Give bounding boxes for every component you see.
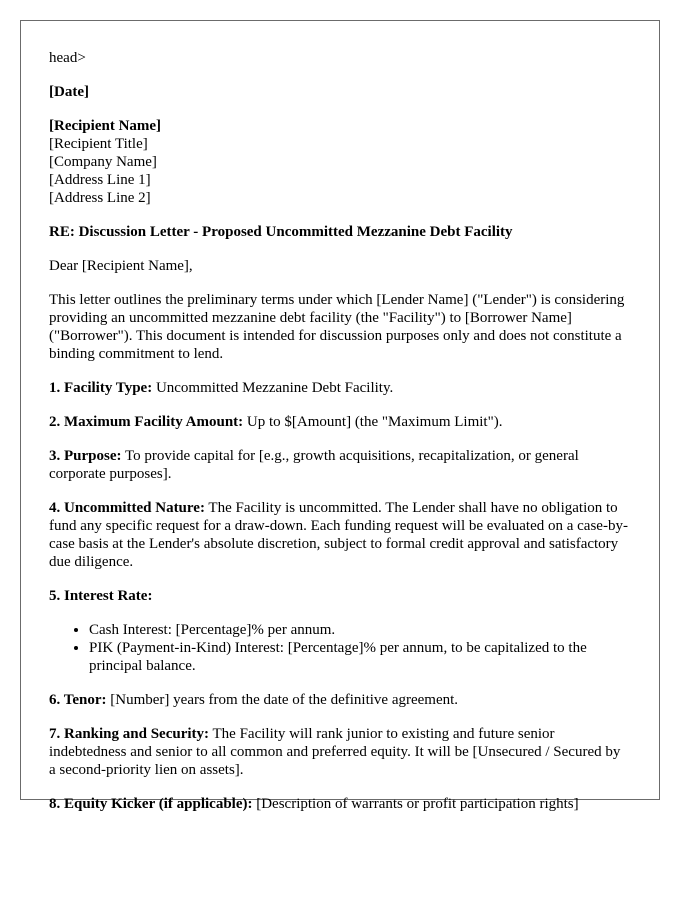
- section-heading: 3. Purpose:: [49, 448, 122, 464]
- section-text: The Facility is uncommitted. The Lender shall have no obligation to fund any specific request for a draw-down. Each funding request will be evaluated on a case-by-case basis at the Lender's absolute discretion, subject to formal credit approval and satisfactory due diligence.: [49, 500, 628, 570]
- interest-list: [49, 621, 629, 675]
- recipient-address-1: [Address Line 1]: [49, 172, 151, 188]
- date-line: [Date]: [49, 84, 89, 100]
- section-tenor: [49, 691, 629, 709]
- re-line: RE: Discussion Letter - Proposed Uncommitted Mezzanine Debt Facility: [49, 224, 513, 240]
- section-text: Up to $[Amount] (the "Maximum Limit").: [243, 414, 503, 430]
- section-heading: 1. Facility Type:: [49, 380, 153, 396]
- list-item: • Cash Interest: [Percentage]% per annum.: [89, 621, 629, 639]
- section-heading: 4. Uncommitted Nature:: [49, 500, 205, 516]
- section-heading: 8. Equity Kicker (if applicable):: [49, 796, 253, 812]
- section-heading: 6. Tenor:: [49, 692, 107, 708]
- recipient-block: [49, 117, 629, 207]
- recipient-company: [Company Name]: [49, 154, 157, 170]
- section-heading: 5. Interest Rate:: [49, 588, 153, 604]
- section-heading: 7. Ranking and Security:: [49, 726, 210, 742]
- intro-paragraph: This letter outlines the preliminary terms under which [Lender Name] ("Lender") is considering providing an uncommitted mezzanine debt facility (the "Facility") to [Borrower Name] ("Borrower"). This document is intended for discussion purposes only and does not constitute a binding commitment to lend.: [49, 292, 625, 362]
- section-text: To provide capital for [e.g., growth acquisitions, recapitalization, or general corporate purposes].: [49, 448, 579, 482]
- section-uncommitted-nature: [49, 499, 629, 571]
- section-text: [Description of warrants or profit participation rights]: [252, 796, 579, 812]
- recipient-title: [Recipient Title]: [49, 136, 148, 152]
- section-maximum-amount: [49, 413, 629, 431]
- section-ranking-security: [49, 725, 629, 779]
- section-text: The Facility will rank junior to existing and future senior indebtedness and senior to all common and preferred equity. It will be [Unsecured / Secured by a second-priority lien on assets].: [49, 726, 621, 778]
- section-text: Uncommitted Mezzanine Debt Facility.: [152, 380, 394, 396]
- recipient-address-2: [Address Line 2]: [49, 190, 151, 206]
- recipient-name: [Recipient Name]: [49, 118, 162, 134]
- list-item: • PIK (Payment-in-Kind) Interest: [Percentage]% per annum, to be capitalized to the principal balance.: [89, 639, 629, 675]
- section-interest-rate: [49, 587, 629, 605]
- stray-head-text: head>: [49, 50, 86, 66]
- letter-content: [49, 49, 629, 829]
- section-text: [Number] years from the date of the definitive agreement.: [106, 692, 459, 708]
- letter-page: [20, 20, 660, 812]
- section-equity-kicker: [49, 795, 629, 813]
- section-heading: 2. Maximum Facility Amount:: [49, 414, 244, 430]
- salutation: Dear [Recipient Name],: [49, 258, 193, 274]
- section-purpose: [49, 447, 629, 483]
- section-facility-type: [49, 379, 629, 397]
